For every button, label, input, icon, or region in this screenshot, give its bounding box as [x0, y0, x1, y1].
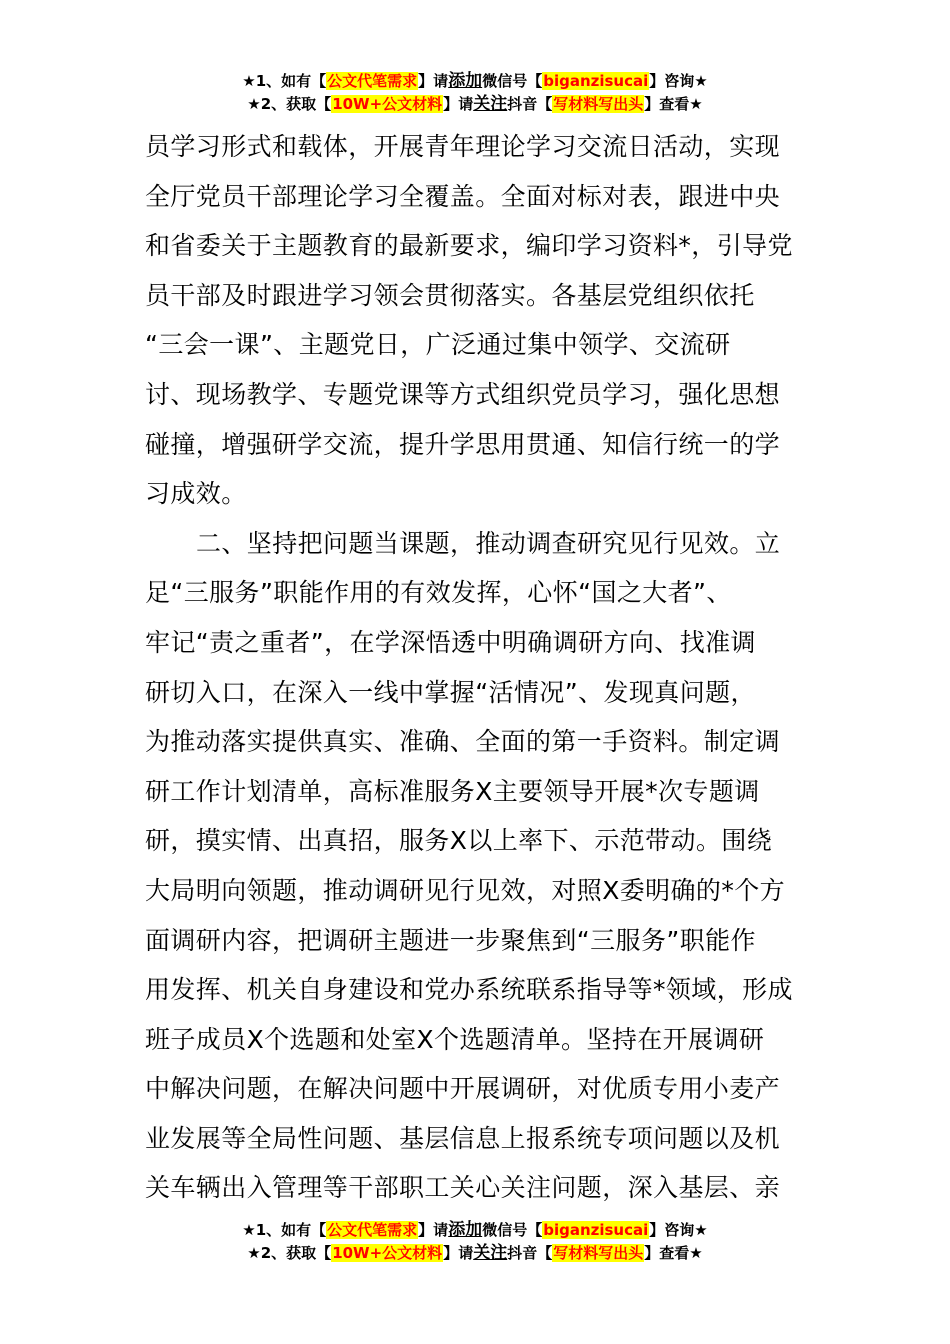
banner-text: 微信号【 — [482, 72, 543, 90]
body-line: 牢记“责之重者”，在学深悟透中明确调研方向、找准调 — [145, 627, 756, 657]
banner-text: 】请 — [443, 1244, 474, 1262]
header-banner — [0, 70, 950, 116]
body-line: 碰撞，增强研学交流，提升学思用贯通、知信行统一的学 — [145, 429, 781, 459]
body-line: 面调研内容，把调研主题进一步聚焦到“三服务”职能作 — [145, 925, 756, 955]
banner-highlight: 公文代笔需求 — [327, 72, 418, 90]
body-line: 足“三服务”职能作用的有效发挥，心怀“国之大者”、 — [145, 578, 732, 608]
body-line: 研切入口，在深入一线中掌握“活情况”、发现真问题， — [145, 677, 756, 707]
banner-highlight: 10W+公文材料 — [332, 95, 443, 113]
banner-text: 】请 — [418, 1221, 449, 1239]
banner-highlight: 10W+公文材料 — [332, 1244, 443, 1262]
body-line: 研工作计划清单，高标准服务X主要领导开展*次专题调 — [145, 776, 760, 806]
body-line: 大局明向领题，推动调研见行见效，对照X委明确的*个方 — [145, 875, 786, 905]
banner-underlined-text: 关注 — [473, 1243, 508, 1263]
banner-text: 】查看★ — [644, 1244, 703, 1262]
footer-banner — [0, 1219, 950, 1265]
banner-text: 抖音【 — [507, 95, 553, 113]
body-line: 和省委关于主题教育的最新要求，编印学习资料*，引导党 — [145, 231, 793, 261]
banner-text: 抖音【 — [507, 1244, 553, 1262]
banner-underlined-text: 关注 — [473, 94, 508, 114]
banner-text: 】咨询★ — [649, 72, 708, 90]
body-line: 关车辆出入管理等干部职工关心关注问题，深入基层、亲 — [145, 1173, 781, 1203]
banner-highlight-douyin-id: 写材料写出头 — [553, 1244, 644, 1262]
banner-highlight-wechat-id: biganzisucai — [543, 72, 649, 90]
body-line: “三会一课”、主题党日，广泛通过集中领学、交流研 — [145, 330, 731, 360]
body-line: 研，摸实情、出真招，服务X以上率下、示范带动。围绕 — [145, 826, 773, 856]
header-banner-line-1 — [0, 70, 950, 93]
body-line: 员干部及时跟进学习领会贯彻落实。各基层党组织依托 — [145, 280, 755, 310]
section-heading-line: 二、坚持把问题当课题，推动调查研究见行见效。立 — [196, 528, 781, 558]
body-line: 讨、现场教学、专题党课等方式组织党员学习，强化思想 — [145, 379, 781, 409]
footer-banner-line-1 — [0, 1219, 950, 1242]
body-line: 中解决问题，在解决问题中开展调研，对优质专用小麦产 — [145, 1074, 781, 1104]
banner-text: ★1、如有【 — [242, 72, 327, 90]
header-banner-line-2 — [0, 93, 950, 116]
banner-text: ★1、如有【 — [242, 1221, 327, 1239]
banner-text: 】查看★ — [644, 95, 703, 113]
body-line: 全厅党员干部理论学习全覆盖。全面对标对表，跟进中央 — [145, 181, 781, 211]
body-line: 用发挥、机关自身建设和党办系统联系指导等*领域，形成 — [145, 975, 793, 1005]
banner-text: 】请 — [443, 95, 474, 113]
banner-highlight-wechat-id: biganzisucai — [543, 1221, 649, 1239]
footer-banner-line-2 — [0, 1242, 950, 1265]
banner-highlight-douyin-id: 写材料写出头 — [553, 95, 644, 113]
banner-text: 】咨询★ — [649, 1221, 708, 1239]
body-line: 班子成员X个选题和处室X个选题清单。坚持在开展调研 — [145, 1024, 765, 1054]
body-line: 习成效。 — [145, 479, 247, 509]
banner-text: 】请 — [418, 72, 449, 90]
banner-text: ★2、获取【 — [247, 1244, 332, 1262]
body-line: 为推动落实提供真实、准确、全面的第一手资料。制定调 — [145, 727, 781, 757]
document-body — [145, 122, 807, 1213]
body-line: 员学习形式和载体，开展青年理论学习交流日活动，实现 — [145, 132, 781, 161]
banner-text: ★2、获取【 — [247, 95, 332, 113]
banner-text: 微信号【 — [482, 1221, 543, 1239]
banner-underlined-text: 添加 — [448, 1220, 483, 1240]
banner-underlined-text: 添加 — [448, 71, 483, 91]
body-line: 业发展等全局性问题、基层信息上报系统专项问题以及机 — [145, 1123, 781, 1153]
banner-highlight: 公文代笔需求 — [327, 1221, 418, 1239]
